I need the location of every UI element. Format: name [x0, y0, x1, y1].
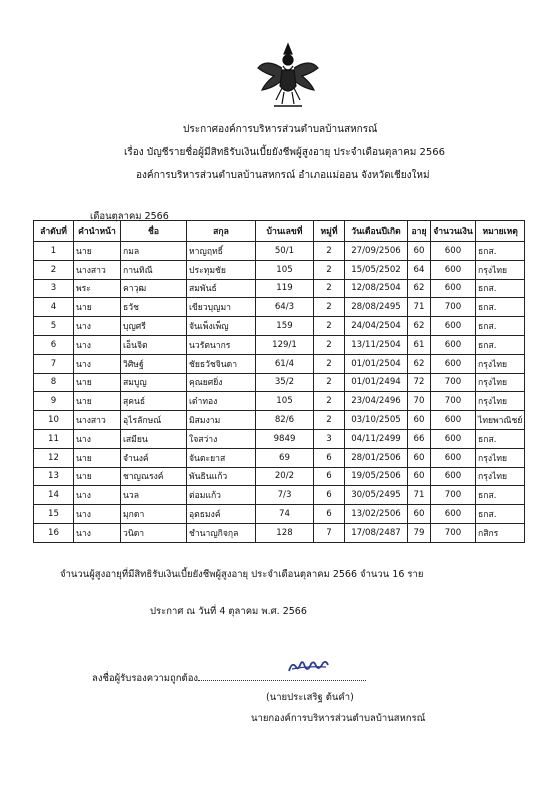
- cell-house-no: 159: [256, 317, 314, 336]
- table-row: [34, 260, 525, 279]
- garuda-emblem-icon: [256, 40, 320, 112]
- cell-village-no: 2: [314, 260, 345, 279]
- cell-firstname: กมล: [121, 242, 187, 261]
- table-row: [34, 523, 525, 542]
- cell-prefix: นาย: [74, 373, 121, 392]
- cell-remark: ธกส.: [476, 505, 525, 524]
- cell-no: 2: [34, 260, 74, 279]
- cell-surname: เขียวบุญมา: [187, 298, 256, 317]
- cell-birthdate: 15/05/2502: [345, 260, 408, 279]
- cell-age: 62: [408, 317, 431, 336]
- cell-no: 15: [34, 505, 74, 524]
- cell-surname: มิสมงาม: [187, 411, 256, 430]
- cell-birthdate: 13/11/2504: [345, 335, 408, 354]
- cell-house-no: 9849: [256, 429, 314, 448]
- cell-amount: 700: [431, 392, 476, 411]
- cell-village-no: 6: [314, 448, 345, 467]
- cell-firstname: ชาญณรงค์: [121, 467, 187, 486]
- cell-birthdate: 03/10/2505: [345, 411, 408, 430]
- cell-house-no: 7/3: [256, 486, 314, 505]
- cell-amount: 600: [431, 448, 476, 467]
- beneficiary-table: [33, 220, 525, 543]
- cell-surname: ชัยธวัชจินดา: [187, 354, 256, 373]
- cell-house-no: 105: [256, 260, 314, 279]
- cell-amount: 600: [431, 335, 476, 354]
- cell-remark: กรุงไทย: [476, 260, 525, 279]
- cell-birthdate: 30/05/2495: [345, 486, 408, 505]
- cell-age: 62: [408, 279, 431, 298]
- cell-birthdate: 04/11/2499: [345, 429, 408, 448]
- cell-age: 60: [408, 448, 431, 467]
- cell-remark: ธกส.: [476, 429, 525, 448]
- cell-remark: กรุงไทย: [476, 354, 525, 373]
- cell-age: 66: [408, 429, 431, 448]
- cell-birthdate: 23/04/2496: [345, 392, 408, 411]
- cell-birthdate: 19/05/2506: [345, 467, 408, 486]
- cell-surname: ต่อมแก้ว: [187, 486, 256, 505]
- table-row: [34, 298, 525, 317]
- table-row: [34, 448, 525, 467]
- cell-house-no: 69: [256, 448, 314, 467]
- cell-age: 61: [408, 335, 431, 354]
- cell-no: 5: [34, 317, 74, 336]
- table-row: [34, 317, 525, 336]
- col-header-remark: หมายเหตุ: [476, 221, 525, 242]
- header-subject: เรื่อง บัญชีรายชื่อผู้มีสิทธิรับเงินเบี้ยยังชีพผู้สูงอายุ ประจำเดือนตุลาคม 2566: [124, 147, 445, 158]
- cell-prefix: นาง: [74, 486, 121, 505]
- cell-no: 1: [34, 242, 74, 261]
- month-label: เดือนตุลาคม 2566: [90, 211, 169, 222]
- cell-surname: พันธินแก้ว: [187, 467, 256, 486]
- cell-birthdate: 01/01/2494: [345, 373, 408, 392]
- cell-prefix: นาย: [74, 448, 121, 467]
- cell-amount: 700: [431, 373, 476, 392]
- cell-prefix: นาง: [74, 354, 121, 373]
- cell-age: 70: [408, 392, 431, 411]
- cell-amount: 600: [431, 411, 476, 430]
- cell-no: 16: [34, 523, 74, 542]
- table-row: [34, 429, 525, 448]
- cell-village-no: 6: [314, 467, 345, 486]
- cell-prefix: นาย: [74, 242, 121, 261]
- cell-firstname: วนิดา: [121, 523, 187, 542]
- cell-amount: 600: [431, 429, 476, 448]
- col-header-house-no: บ้านเลขที่: [256, 221, 314, 242]
- cell-amount: 600: [431, 505, 476, 524]
- cell-surname: ชำนาญกิจกุล: [187, 523, 256, 542]
- cell-firstname: กานทิณี: [121, 260, 187, 279]
- cell-prefix: นาง: [74, 429, 121, 448]
- cell-age: 60: [408, 467, 431, 486]
- cell-remark: ไทยพาณิชย์: [476, 411, 525, 430]
- cell-prefix: นางสาว: [74, 411, 121, 430]
- cell-remark: กรุงไทย: [476, 392, 525, 411]
- cell-village-no: 3: [314, 429, 345, 448]
- cell-firstname: อุไรลักษณ์: [121, 411, 187, 430]
- cell-no: 7: [34, 354, 74, 373]
- cell-prefix: นาง: [74, 505, 121, 524]
- cell-village-no: 2: [314, 373, 345, 392]
- col-header-surname: สกุล: [187, 221, 256, 242]
- table-row: [34, 279, 525, 298]
- cell-amount: 600: [431, 279, 476, 298]
- cell-age: 79: [408, 523, 431, 542]
- cell-amount: 600: [431, 242, 476, 261]
- cell-birthdate: 28/08/2495: [345, 298, 408, 317]
- cell-house-no: 128: [256, 523, 314, 542]
- cell-amount: 700: [431, 486, 476, 505]
- cell-village-no: 2: [314, 411, 345, 430]
- col-header-no: ลำดับที่: [34, 221, 74, 242]
- cell-prefix: นาง: [74, 335, 121, 354]
- col-header-amount: จำนวนเงิน: [431, 221, 476, 242]
- cell-age: 72: [408, 373, 431, 392]
- cell-no: 4: [34, 298, 74, 317]
- cell-firstname: สมบูญ: [121, 373, 187, 392]
- cell-no: 8: [34, 373, 74, 392]
- cell-prefix: นาย: [74, 467, 121, 486]
- cell-house-no: 74: [256, 505, 314, 524]
- table-row: [34, 335, 525, 354]
- cell-surname: คุณยศยิ่ง: [187, 373, 256, 392]
- cell-age: 71: [408, 298, 431, 317]
- table-row: [34, 242, 525, 261]
- signer-position: นายกองค์การบริหารส่วนตำบลบ้านสหกรณ์: [251, 713, 426, 724]
- cell-remark: ธกส.: [476, 335, 525, 354]
- cell-village-no: 2: [314, 392, 345, 411]
- cell-surname: ประทุมชัย: [187, 260, 256, 279]
- cell-no: 13: [34, 467, 74, 486]
- cell-house-no: 35/2: [256, 373, 314, 392]
- cell-firstname: สุคนธ์: [121, 392, 187, 411]
- cell-age: 62: [408, 354, 431, 373]
- cell-surname: จันตะยาส: [187, 448, 256, 467]
- summary-text: จำนวนผู้สูงอายุที่มีสิทธิรับเงินเบี้ยยังชีพผู้สูงอายุ ประจำเดือนตุลาคม 2566 จำนวน 16 ราย: [60, 569, 424, 580]
- cell-surname: สมพันธ์: [187, 279, 256, 298]
- cell-no: 11: [34, 429, 74, 448]
- cell-no: 6: [34, 335, 74, 354]
- cell-age: 60: [408, 505, 431, 524]
- cell-prefix: นางสาว: [74, 260, 121, 279]
- cell-no: 9: [34, 392, 74, 411]
- cell-age: 60: [408, 242, 431, 261]
- cell-firstname: คาวุฒ: [121, 279, 187, 298]
- cell-prefix: พระ: [74, 279, 121, 298]
- cell-village-no: 7: [314, 523, 345, 542]
- col-header-birthdate: วันเดือนปีเกิด: [345, 221, 408, 242]
- cell-house-no: 119: [256, 279, 314, 298]
- header-title: ประกาศองค์การบริหารส่วนตำบลบ้านสหกรณ์: [183, 124, 378, 135]
- cell-birthdate: 01/01/2504: [345, 354, 408, 373]
- cell-age: 71: [408, 486, 431, 505]
- col-header-prefix: คำนำหน้า: [74, 221, 121, 242]
- cell-amount: 600: [431, 260, 476, 279]
- cell-remark: กสิกร: [476, 523, 525, 542]
- cell-birthdate: 12/08/2504: [345, 279, 408, 298]
- cell-remark: ธกส.: [476, 242, 525, 261]
- cell-firstname: เสมียน: [121, 429, 187, 448]
- cell-village-no: 2: [314, 335, 345, 354]
- cell-prefix: นาง: [74, 523, 121, 542]
- cell-village-no: 6: [314, 505, 345, 524]
- table-row: [34, 392, 525, 411]
- cell-amount: 700: [431, 523, 476, 542]
- cell-firstname: วิศิษฐ์: [121, 354, 187, 373]
- col-header-age: อายุ: [408, 221, 431, 242]
- cell-house-no: 129/1: [256, 335, 314, 354]
- cell-birthdate: 24/04/2504: [345, 317, 408, 336]
- announce-date: ประกาศ ณ วันที่ 4 ตุลาคม พ.ศ. 2566: [150, 606, 307, 617]
- signature-dotted-line: [198, 680, 366, 681]
- cell-village-no: 2: [314, 354, 345, 373]
- cell-house-no: 61/4: [256, 354, 314, 373]
- cell-surname: ใจสว่าง: [187, 429, 256, 448]
- cell-house-no: 50/1: [256, 242, 314, 261]
- cell-village-no: 2: [314, 242, 345, 261]
- cell-house-no: 64/3: [256, 298, 314, 317]
- header-organization: องค์การบริหารส่วนตำบลบ้านสหกรณ์ อำเภอแม่ออน จังหวัดเชียงใหม่: [136, 170, 430, 181]
- cell-remark: ธกส.: [476, 486, 525, 505]
- cell-surname: หาญฤทธิ์: [187, 242, 256, 261]
- col-header-village-no: หมู่ที่: [314, 221, 345, 242]
- cell-age: 64: [408, 260, 431, 279]
- cell-remark: กรุงไทย: [476, 448, 525, 467]
- cell-remark: กรุงไทย: [476, 373, 525, 392]
- cell-remark: ธกส.: [476, 317, 525, 336]
- cell-amount: 700: [431, 298, 476, 317]
- cell-village-no: 2: [314, 317, 345, 336]
- table-row: [34, 486, 525, 505]
- table-header-row: [34, 221, 525, 242]
- table-row: [34, 373, 525, 392]
- cell-birthdate: 17/08/2487: [345, 523, 408, 542]
- cell-surname: อุตธมงค์: [187, 505, 256, 524]
- cell-remark: กรุงไทย: [476, 467, 525, 486]
- cell-village-no: 6: [314, 486, 345, 505]
- table-row: [34, 411, 525, 430]
- cell-surname: เต๋าทอง: [187, 392, 256, 411]
- cell-village-no: 2: [314, 298, 345, 317]
- cell-prefix: นาง: [74, 317, 121, 336]
- table-row: [34, 505, 525, 524]
- handwritten-signature-icon: [286, 657, 330, 677]
- cell-surname: จันเพ็งเพ็ญ: [187, 317, 256, 336]
- cell-surname: นวรัตนากร: [187, 335, 256, 354]
- cell-age: 60: [408, 411, 431, 430]
- cell-remark: ธกส.: [476, 279, 525, 298]
- cell-remark: ธกส.: [476, 298, 525, 317]
- signer-name: (นายประเสริฐ ต้นคำ): [266, 692, 354, 703]
- cell-firstname: เอ็นจิต: [121, 335, 187, 354]
- col-header-firstname: ชื่อ: [121, 221, 187, 242]
- cell-no: 12: [34, 448, 74, 467]
- cell-no: 3: [34, 279, 74, 298]
- cell-house-no: 20/2: [256, 467, 314, 486]
- cell-no: 14: [34, 486, 74, 505]
- cell-village-no: 2: [314, 279, 345, 298]
- cell-amount: 600: [431, 467, 476, 486]
- cell-prefix: นาย: [74, 392, 121, 411]
- cell-firstname: นวล: [121, 486, 187, 505]
- cell-amount: 600: [431, 317, 476, 336]
- cell-birthdate: 27/09/2506: [345, 242, 408, 261]
- cell-amount: 600: [431, 354, 476, 373]
- cell-house-no: 105: [256, 392, 314, 411]
- cell-firstname: ธวัช: [121, 298, 187, 317]
- cell-birthdate: 13/02/2506: [345, 505, 408, 524]
- cell-birthdate: 28/01/2506: [345, 448, 408, 467]
- cell-firstname: จำนงค์: [121, 448, 187, 467]
- cell-no: 10: [34, 411, 74, 430]
- cell-prefix: นาย: [74, 298, 121, 317]
- cell-firstname: บุญศรี: [121, 317, 187, 336]
- table-row: [34, 354, 525, 373]
- table-row: [34, 467, 525, 486]
- cell-firstname: มุกดา: [121, 505, 187, 524]
- cell-house-no: 82/6: [256, 411, 314, 430]
- certify-label: ลงชื่อผู้รับรองความถูกต้อง: [92, 673, 199, 684]
